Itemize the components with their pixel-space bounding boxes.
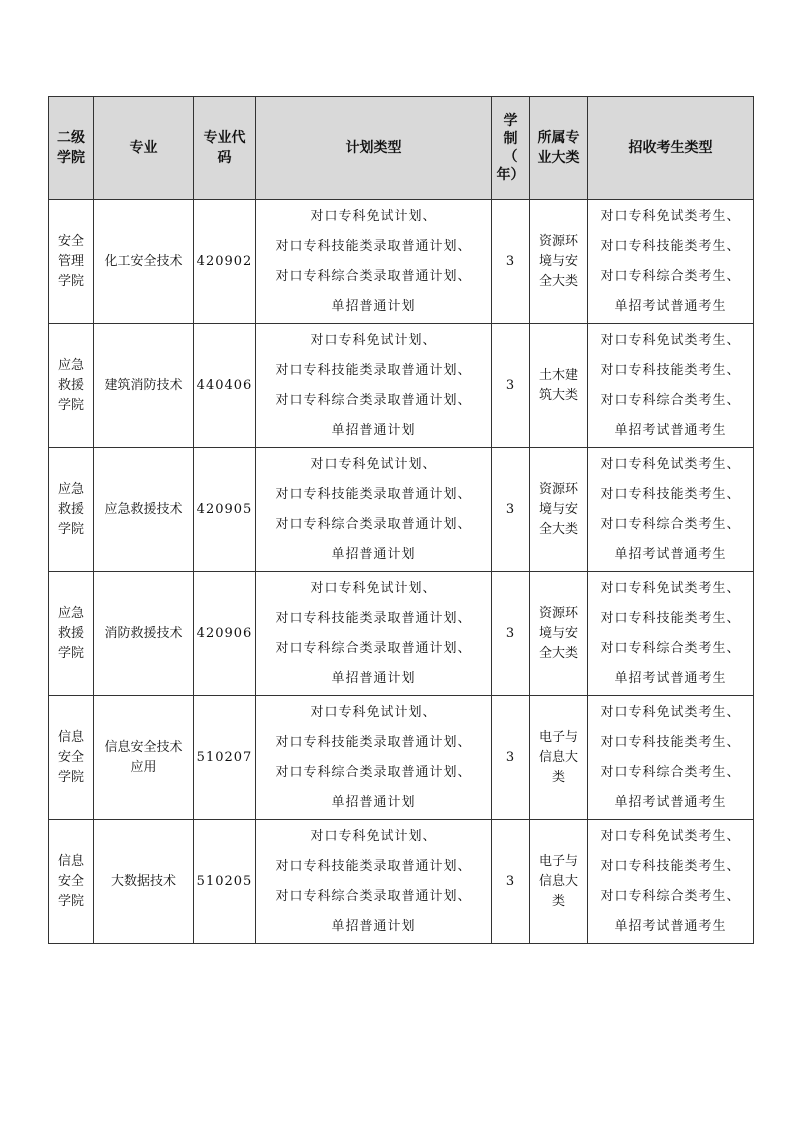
plan-type-cell-line: 对口专科技能类录取普通计划、: [275, 486, 472, 502]
student-type-cell: [588, 696, 754, 820]
years-cell-text: 3: [505, 502, 516, 517]
code-cell: [194, 572, 256, 696]
college-cell-line: 应急: [57, 357, 84, 373]
category-cell-line: 境与安: [538, 625, 578, 641]
plan-type-cell-line: 单招普通计划: [331, 918, 416, 934]
plan-type-cell: [256, 572, 492, 696]
college-cell-line: 救援: [57, 377, 84, 393]
code-cell: [194, 820, 256, 944]
student-type-cell-line: 对口专科技能类考生、: [600, 238, 741, 254]
major-cell-line: 化工安全技术: [104, 253, 183, 269]
table-row: [49, 448, 754, 572]
college-cell: [49, 448, 94, 572]
header-years: 学 制 （ 年）: [492, 97, 530, 200]
plan-type-cell-line: 对口专科综合类录取普通计划、: [275, 392, 472, 408]
college-cell-line: 安全: [57, 873, 84, 889]
plan-type-cell-line: 对口专科技能类录取普通计划、: [275, 610, 472, 626]
category-cell: [530, 448, 588, 572]
plan-type-cell-line: 对口专科技能类录取普通计划、: [275, 858, 472, 874]
category-cell: [530, 820, 588, 944]
table-row: [49, 696, 754, 820]
student-type-cell-line: 对口专科综合类考生、: [600, 888, 741, 904]
student-type-cell-line: 对口专科免试类考生、: [600, 456, 741, 472]
category-cell-line: 电子与: [538, 729, 578, 745]
major-cell: [94, 820, 194, 944]
plan-type-cell-line: 对口专科技能类录取普通计划、: [275, 238, 472, 254]
student-type-cell-line: 对口专科综合类考生、: [600, 516, 741, 532]
header-code: 专业代 码: [194, 97, 256, 200]
plan-type-cell-line: 对口专科综合类录取普通计划、: [275, 516, 472, 532]
college-cell-line: 学院: [57, 273, 84, 289]
college-cell-line: 信息: [57, 853, 84, 869]
student-type-cell-line: 对口专科技能类考生、: [600, 486, 741, 502]
category-cell-line: 类: [551, 893, 565, 909]
table-body: [49, 200, 754, 944]
code-cell-text: 510205: [196, 874, 253, 889]
category-cell: [530, 696, 588, 820]
plan-type-cell-line: 对口专科免试计划、: [310, 828, 437, 844]
major-cell: [94, 572, 194, 696]
plan-type-cell: [256, 200, 492, 324]
plan-type-cell-line: 对口专科免试计划、: [310, 332, 437, 348]
years-cell-text: 3: [505, 626, 516, 641]
college-cell-line: 救援: [57, 501, 84, 517]
plan-type-cell: [256, 820, 492, 944]
years-cell-text: 3: [505, 750, 516, 765]
years-cell-text: 3: [505, 874, 516, 889]
major-cell-line: 大数据技术: [110, 873, 176, 889]
header-row: [49, 97, 754, 200]
student-type-cell: [588, 572, 754, 696]
major-cell: [94, 324, 194, 448]
student-type-cell: [588, 448, 754, 572]
category-cell-line: 境与安: [538, 253, 578, 269]
table-row: [49, 200, 754, 324]
major-cell-line: 建筑消防技术: [104, 377, 183, 393]
major-cell: [94, 696, 194, 820]
major-cell-line: 应用: [130, 759, 157, 775]
category-cell-line: 全大类: [538, 521, 578, 537]
student-type-cell-line: 单招考试普通考生: [614, 670, 727, 686]
student-type-cell: [588, 820, 754, 944]
code-cell: [194, 200, 256, 324]
code-cell-text: 440406: [196, 378, 253, 393]
years-cell: [492, 820, 530, 944]
header-major: 专业: [94, 97, 194, 200]
category-cell-line: 类: [551, 769, 565, 785]
college-cell: [49, 696, 94, 820]
years-cell-text: 3: [505, 378, 516, 393]
college-cell: [49, 200, 94, 324]
college-cell: [49, 820, 94, 944]
category-cell: [530, 572, 588, 696]
plan-type-cell: [256, 448, 492, 572]
category-cell: [530, 324, 588, 448]
plan-type-cell-line: 对口专科综合类录取普通计划、: [275, 888, 472, 904]
college-cell-line: 应急: [57, 605, 84, 621]
student-type-cell-line: 单招考试普通考生: [614, 422, 727, 438]
college-cell-line: 安全: [57, 233, 84, 249]
plan-type-cell-line: 对口专科技能类录取普通计划、: [275, 734, 472, 750]
header-category: 所属专 业大类: [530, 97, 588, 200]
college-cell-line: 信息: [57, 729, 84, 745]
student-type-cell-line: 单招考试普通考生: [614, 794, 727, 810]
category-cell-line: 信息大: [538, 749, 578, 765]
student-type-cell-line: 对口专科技能类考生、: [600, 734, 741, 750]
plan-type-cell-line: 对口专科综合类录取普通计划、: [275, 764, 472, 780]
student-type-cell-line: 单招考试普通考生: [614, 546, 727, 562]
header-plan-type: 计划类型: [256, 97, 492, 200]
category-cell-line: 土木建: [538, 367, 578, 383]
college-cell-line: 安全: [57, 749, 84, 765]
category-cell-line: 筑大类: [538, 387, 578, 403]
table-row: [49, 324, 754, 448]
code-cell-text: 420905: [196, 502, 253, 517]
college-cell-line: 学院: [57, 521, 84, 537]
code-cell-text: 420906: [196, 626, 253, 641]
category-cell-line: 境与安: [538, 501, 578, 517]
category-cell-line: 资源环: [538, 481, 578, 497]
plan-type-cell-line: 对口专科免试计划、: [310, 456, 437, 472]
plan-type-cell-line: 对口专科免试计划、: [310, 580, 437, 596]
table-row: [49, 572, 754, 696]
years-cell-text: 3: [505, 254, 516, 269]
category-cell-line: 全大类: [538, 645, 578, 661]
category-cell-line: 信息大: [538, 873, 578, 889]
plan-type-cell-line: 对口专科免试计划、: [310, 704, 437, 720]
college-cell-line: 应急: [57, 481, 84, 497]
plan-type-cell-line: 单招普通计划: [331, 546, 416, 562]
enrollment-plan-table: [48, 96, 754, 944]
student-type-cell-line: 对口专科免试类考生、: [600, 828, 741, 844]
years-cell: [492, 696, 530, 820]
code-cell: [194, 696, 256, 820]
code-cell-text: 420902: [196, 254, 253, 269]
category-cell-line: 资源环: [538, 233, 578, 249]
student-type-cell: [588, 200, 754, 324]
table-row: [49, 820, 754, 944]
header-college: 二级 学院: [49, 97, 94, 200]
plan-type-cell-line: 对口专科技能类录取普通计划、: [275, 362, 472, 378]
student-type-cell-line: 对口专科免试类考生、: [600, 704, 741, 720]
college-cell-line: 管理: [57, 253, 84, 269]
code-cell: [194, 448, 256, 572]
category-cell: [530, 200, 588, 324]
major-cell-line: 消防救援技术: [104, 625, 183, 641]
plan-type-cell: [256, 696, 492, 820]
student-type-cell-line: 对口专科综合类考生、: [600, 392, 741, 408]
header-student-type: 招收考生类型: [588, 97, 754, 200]
college-cell: [49, 324, 94, 448]
years-cell: [492, 324, 530, 448]
plan-type-cell-line: 单招普通计划: [331, 670, 416, 686]
student-type-cell-line: 单招考试普通考生: [614, 298, 727, 314]
plan-type-cell-line: 单招普通计划: [331, 298, 416, 314]
years-cell: [492, 200, 530, 324]
student-type-cell: [588, 324, 754, 448]
student-type-cell-line: 对口专科综合类考生、: [600, 268, 741, 284]
student-type-cell-line: 对口专科技能类考生、: [600, 858, 741, 874]
years-cell: [492, 448, 530, 572]
college-cell-line: 救援: [57, 625, 84, 641]
college-cell-line: 学院: [57, 397, 84, 413]
student-type-cell-line: 对口专科免试类考生、: [600, 580, 741, 596]
category-cell-line: 电子与: [538, 853, 578, 869]
major-cell-line: 信息安全技术: [104, 739, 183, 755]
code-cell-text: 510207: [196, 750, 253, 765]
student-type-cell-line: 对口专科技能类考生、: [600, 362, 741, 378]
plan-type-cell-line: 对口专科综合类录取普通计划、: [275, 640, 472, 656]
plan-type-cell-line: 单招普通计划: [331, 794, 416, 810]
major-cell-line: 应急救援技术: [104, 501, 183, 517]
college-cell-line: 学院: [57, 769, 84, 785]
college-cell-line: 学院: [57, 893, 84, 909]
student-type-cell-line: 对口专科技能类考生、: [600, 610, 741, 626]
category-cell-line: 全大类: [538, 273, 578, 289]
student-type-cell-line: 对口专科免试类考生、: [600, 208, 741, 224]
plan-type-cell-line: 对口专科免试计划、: [310, 208, 437, 224]
college-cell: [49, 572, 94, 696]
college-cell-line: 学院: [57, 645, 84, 661]
student-type-cell-line: 对口专科综合类考生、: [600, 764, 741, 780]
student-type-cell-line: 对口专科免试类考生、: [600, 332, 741, 348]
major-cell: [94, 448, 194, 572]
years-cell: [492, 572, 530, 696]
code-cell: [194, 324, 256, 448]
plan-type-cell-line: 单招普通计划: [331, 422, 416, 438]
category-cell-line: 资源环: [538, 605, 578, 621]
plan-type-cell-line: 对口专科综合类录取普通计划、: [275, 268, 472, 284]
student-type-cell-line: 对口专科综合类考生、: [600, 640, 741, 656]
student-type-cell-line: 单招考试普通考生: [614, 918, 727, 934]
plan-type-cell: [256, 324, 492, 448]
major-cell: [94, 200, 194, 324]
